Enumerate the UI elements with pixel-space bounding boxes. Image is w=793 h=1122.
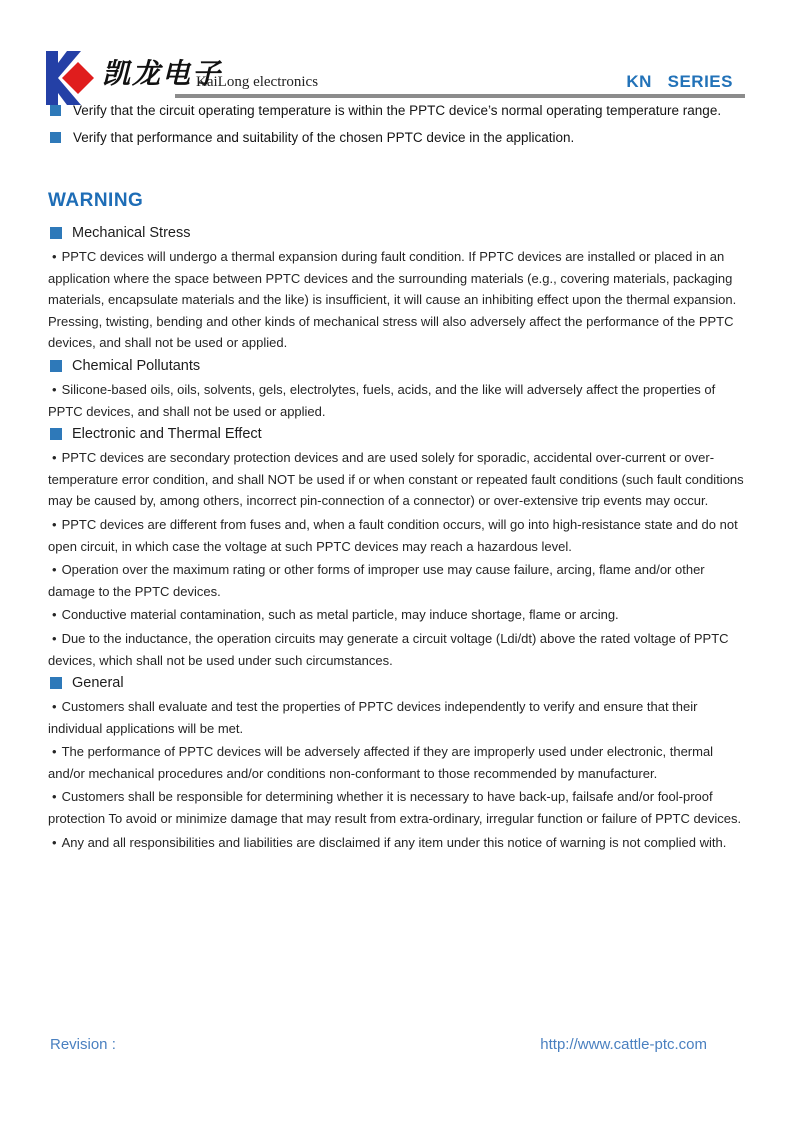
- bullet-text: Operation over the maximum rating or other forms of improper use may cause failure, arcing, flame and/or other damage to the PPTC devices.: [48, 562, 705, 599]
- blue-square-icon: [50, 677, 62, 689]
- bullet-dot-icon: •: [52, 607, 57, 623]
- bullet-dot-icon: •: [52, 630, 57, 646]
- bullet-text: Customers shall be responsible for determining whether it is necessary to have back-up, failsafe and/or fool-proof protection To avoid or minimize damage that may result from extra-ordinary, irregular function or failure of PPTC devices.: [48, 789, 742, 827]
- blue-square-icon: [50, 105, 61, 116]
- list-item: [48, 129, 758, 156]
- intro-bullet-text: Verify that the circuit operating temperature is within the PPTC device’s normal operating temperature range.: [73, 103, 722, 118]
- warning-bullet: [48, 832, 750, 854]
- warning-bullet: [48, 559, 750, 602]
- blue-square-icon: [50, 132, 61, 143]
- bullet-dot-icon: •: [52, 249, 57, 264]
- bullet-text: Silicone-based oils, oils, solvents, gels, electrolytes, fuels, acids, and the like will adversely affect the properties of PPTC devices, and shall not be used or applied.: [48, 381, 716, 419]
- section-heading-mechanical-stress: [48, 225, 750, 241]
- bullet-text: The performance of PPTC devices will be adversely affected if they are improperly used under electronic, thermal and/or mechanical procedures and/or conditions non-conformant to those recommended by manufacturer.: [48, 744, 714, 781]
- intro-bullet-text: Verify that performance and suitability of the chosen PPTC device in the application.: [73, 130, 575, 145]
- bullet-text: Due to the inductance, the operation circuits may generate a circuit voltage (Ldi/dt) above the rated voltage of PPTC devices, which shall not be used under such circumstances.: [48, 630, 729, 668]
- bullet-text: Customers shall evaluate and test the properties of PPTC devices independently to verify and ensure that their individual applications will be met.: [48, 699, 698, 736]
- bullet-text: Any and all responsibilities and liabilities are disclaimed if any item under this notice of warning is not complied with.: [61, 834, 727, 850]
- blue-square-icon: [50, 428, 62, 440]
- bullet-dot-icon: •: [52, 450, 57, 466]
- warning-title: WARNING: [48, 190, 144, 211]
- list-item: [48, 102, 758, 129]
- warning-bullet: [48, 741, 750, 784]
- logo-chinese-text: 凯龙电子: [102, 57, 223, 90]
- bullet-dot-icon: •: [52, 516, 57, 532]
- blue-square-icon: [50, 360, 62, 372]
- bullet-text: PPTC devices are secondary protection devices and are used solely for sporadic, accidental over-current or over-temperature error condition, and shall NOT be used if or when constant or repeated fault conditions (such fault conditions may be caused by, among others, incorrect pin-connection of a connector) or over-extensive trip events may occur.: [48, 450, 744, 509]
- section-heading-chemical-pollutants: [48, 358, 750, 374]
- bullet-dot-icon: •: [52, 699, 57, 715]
- header-divider: [175, 94, 745, 98]
- warning-bullet: [48, 379, 750, 422]
- blue-square-icon: [50, 227, 62, 239]
- section-heading-label: Mechanical Stress: [72, 225, 191, 241]
- intro-bullet-list: [48, 102, 758, 156]
- bullet-dot-icon: •: [52, 744, 57, 760]
- warning-bullet: [48, 447, 750, 512]
- website-link[interactable]: http://www.cattle-ptc.com: [540, 1036, 707, 1053]
- revision-label: Revision :: [50, 1036, 116, 1053]
- section-heading-label: Electronic and Thermal Effect: [72, 426, 262, 443]
- warning-bullet: [48, 514, 750, 557]
- bullet-text: Conductive material contamination, such as metal particle, may induce shortage, flame or arcing.: [61, 607, 619, 623]
- bullet-text: PPTC devices will undergo a thermal expansion during fault condition. If PPTC devices are installed or placed in an application where the space between PPTC devices and the surrounding materials (e.g., covering materials, packaging materials, encapsulate materials and the like) is insufficient, it will cause an inhibiting effect upon the thermal expansion. Pressing, twisting, bending and other kinds of mechanical stress will also adversely affect the performance of the PPTC devices, and shall not be used or applied.: [48, 249, 737, 351]
- logo-latin-text: KaiLong electronics: [196, 74, 319, 90]
- warning-bullet: [48, 786, 750, 829]
- warning-bullet: [48, 604, 750, 626]
- warning-bullet: [48, 696, 750, 739]
- section-heading-general: [48, 675, 750, 691]
- section-heading-label: Chemical Pollutants: [72, 357, 201, 374]
- section-heading-electronic-thermal-effect: [48, 426, 750, 442]
- series-label: KN SERIES: [626, 72, 733, 91]
- bullet-dot-icon: •: [52, 789, 57, 805]
- section-heading-label: General: [72, 675, 124, 692]
- bullet-text: PPTC devices are different from fuses and, when a fault condition occurs, will go into high-resistance state and do not open circuit, in which case the voltage at such PPTC devices may reach a hazardous level.: [48, 516, 738, 554]
- bullet-dot-icon: •: [52, 562, 57, 578]
- warning-content: [48, 221, 750, 855]
- warning-bullet: [48, 246, 750, 354]
- bullet-dot-icon: •: [52, 834, 57, 850]
- bullet-dot-icon: •: [52, 381, 57, 397]
- warning-bullet: [48, 628, 750, 671]
